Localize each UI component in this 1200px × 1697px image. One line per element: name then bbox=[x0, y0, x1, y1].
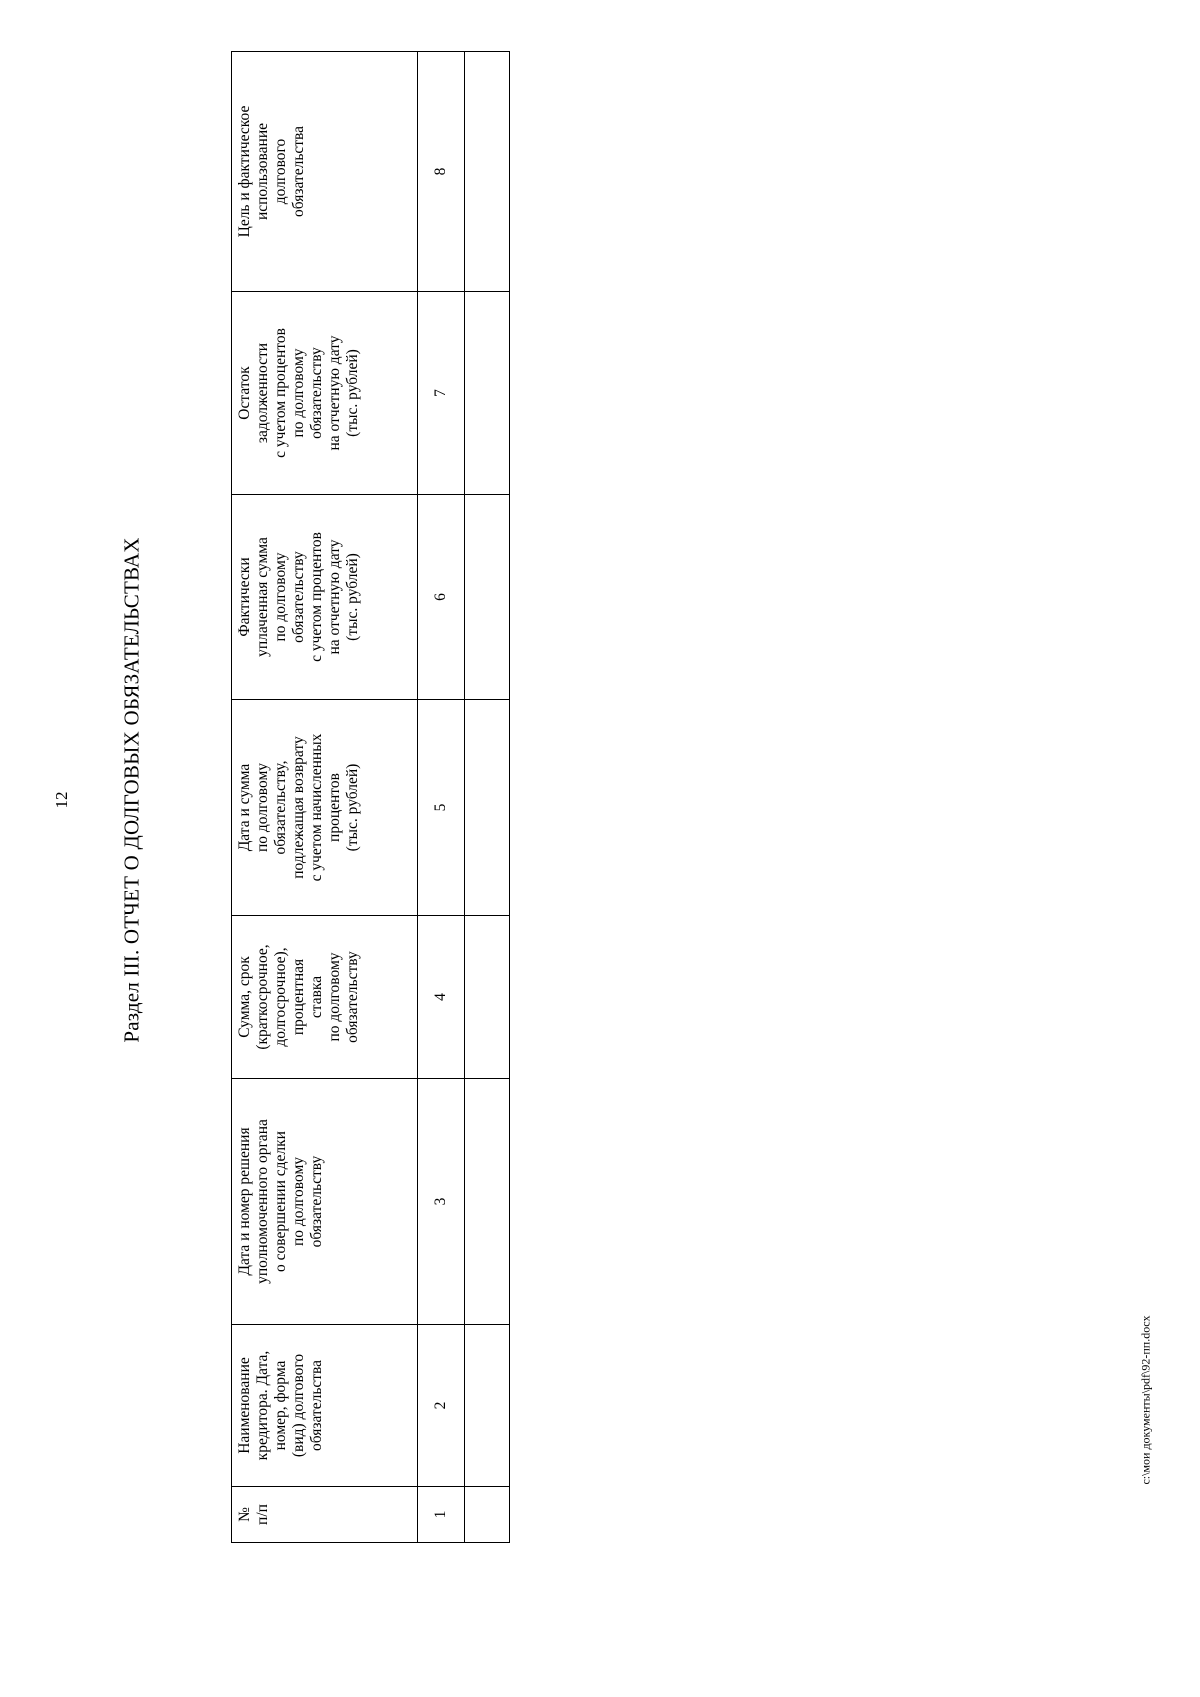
table-row bbox=[465, 52, 510, 1543]
header-cell: Наименование кредитора. Дата, номер, форма (вид) долгового обязательства bbox=[232, 1325, 418, 1487]
table-cell bbox=[465, 1487, 510, 1543]
column-number-cell: 7 bbox=[418, 292, 465, 495]
column-number-cell: 3 bbox=[418, 1079, 465, 1325]
column-number-cell: 2 bbox=[418, 1325, 465, 1487]
header-cell: Дата и сумма по долговому обязательству, подлежащая возврату с учетом начисленных процентов (тыс. рублей) bbox=[232, 700, 418, 916]
header-cell: Остаток задолженности с учетом процентов по долговому обязательству на отчетную дату (тыс. рублей) bbox=[232, 292, 418, 495]
header-cell: Дата и номер решения уполномоченного органа о совершении сделки по долговому обязательству bbox=[232, 1079, 418, 1325]
table-cell bbox=[465, 292, 510, 495]
header-cell: Сумма, срок (краткосрочное, долгосрочное), процентная ставка по долговому обязательству bbox=[232, 916, 418, 1079]
header-cell: № п/п bbox=[232, 1487, 418, 1543]
column-number-cell: 1 bbox=[418, 1487, 465, 1543]
column-number-cell: 8 bbox=[418, 52, 465, 292]
column-number-cell: 6 bbox=[418, 495, 465, 700]
header-cell: Цель и фактическое использование долгового обязательства bbox=[232, 52, 418, 292]
table-cell bbox=[465, 1325, 510, 1487]
table-cell bbox=[465, 700, 510, 916]
column-number-cell: 4 bbox=[418, 916, 465, 1079]
debt-obligations-table-container bbox=[231, 52, 510, 1543]
column-number-cell: 5 bbox=[418, 700, 465, 916]
table-header-row bbox=[232, 52, 418, 1543]
column-number-row bbox=[418, 52, 465, 1543]
section-title: Раздел III. ОТЧЕТ О ДОЛГОВЫХ ОБЯЗАТЕЛЬСТВАХ bbox=[119, 537, 144, 1043]
table-cell bbox=[465, 1079, 510, 1325]
table-cell bbox=[465, 916, 510, 1079]
page-number: 12 bbox=[52, 791, 71, 809]
footer-file-path: c:\мои документы\pdf\92-пп.docx bbox=[1138, 1315, 1153, 1485]
header-cell: Фактически уплаченная сумма по долговому обязательству с учетом процентов на отчетную дату (тыс. рублей) bbox=[232, 495, 418, 700]
debt-obligations-table bbox=[231, 51, 510, 1543]
table-cell bbox=[465, 495, 510, 700]
table-cell bbox=[465, 52, 510, 292]
